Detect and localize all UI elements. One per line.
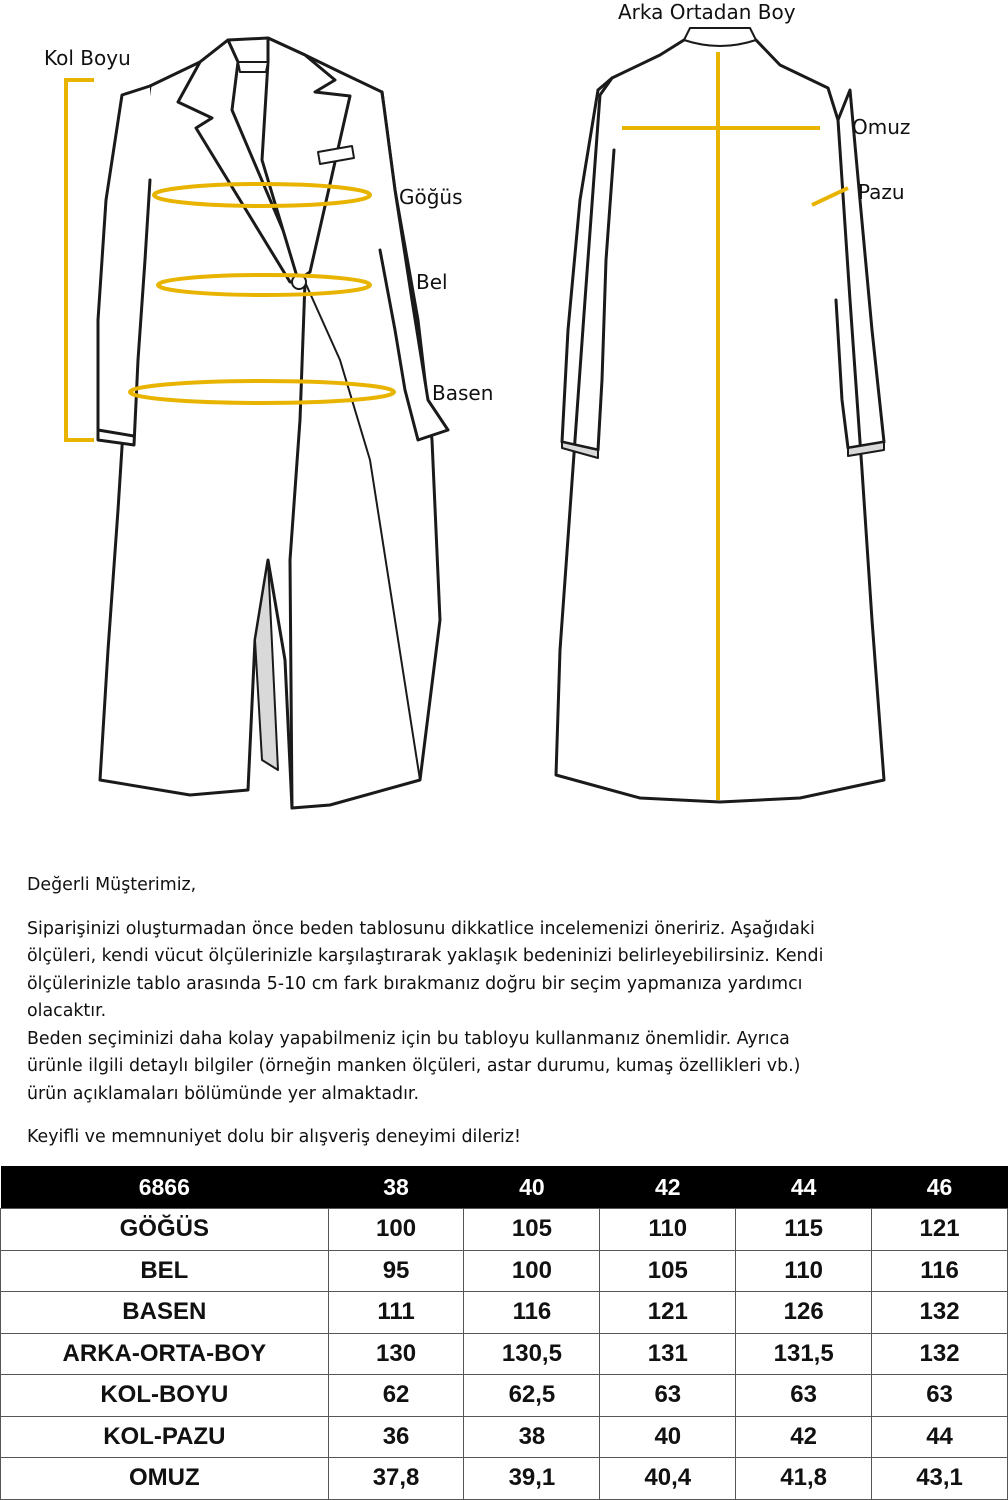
table-row bbox=[1, 1209, 1008, 1251]
table-cell: 41,8 bbox=[736, 1458, 872, 1500]
label-arka-ortadan-boy: Arka Ortadan Boy bbox=[618, 0, 796, 24]
label-gogus: Göğüs bbox=[399, 185, 463, 209]
note-line: ölçüleri, kendi vücut ölçülerinizle karşılaştırarak yaklaşık bedeninizi belirleyebilirsiniz. Kendi bbox=[27, 946, 824, 966]
kol-boyu-bracket bbox=[66, 80, 94, 440]
coat-front-view bbox=[98, 38, 448, 808]
header-product-code: 6866 bbox=[1, 1166, 329, 1209]
table-cell: 62 bbox=[328, 1375, 464, 1417]
table-cell: 39,1 bbox=[464, 1458, 600, 1500]
table-cell: 63 bbox=[600, 1375, 736, 1417]
table-row bbox=[1, 1292, 1008, 1334]
note-line: ölçülerinizle tablo arasında 5-10 cm fark bırakmanız doğru bir seçim yapmanıza yardımcı bbox=[27, 973, 803, 994]
table-cell: 105 bbox=[464, 1209, 600, 1251]
table-cell: 131 bbox=[600, 1333, 736, 1375]
note-line: ürünle ilgili detaylı bilgiler (örneğin manken ölçüleri, astar durumu, kumaş özellikleri vb.) bbox=[27, 1056, 801, 1076]
header-size: 38 bbox=[328, 1166, 464, 1209]
header-size: 42 bbox=[600, 1166, 736, 1209]
row-label: KOL-BOYU bbox=[1, 1375, 329, 1417]
table-cell: 100 bbox=[464, 1250, 600, 1292]
label-basen: Basen bbox=[432, 381, 494, 405]
note-line: Siparişinizi oluşturmadan önce beden tablosunu dikkatlice incelemenizi öneririz. Aşağıdaki bbox=[27, 918, 815, 939]
table-cell: 43,1 bbox=[872, 1458, 1008, 1500]
table-cell: 116 bbox=[464, 1292, 600, 1334]
table-cell: 110 bbox=[736, 1250, 872, 1292]
table-cell: 37,8 bbox=[328, 1458, 464, 1500]
row-label: BASEN bbox=[1, 1292, 329, 1334]
closing: Keyifli ve memnuniyet dolu bir alışveriş deneyimi dileriz! bbox=[27, 1127, 521, 1147]
table-cell: 63 bbox=[872, 1375, 1008, 1417]
table-cell: 132 bbox=[872, 1292, 1008, 1334]
table-cell: 38 bbox=[464, 1416, 600, 1458]
table-cell: 44 bbox=[872, 1416, 1008, 1458]
table-cell: 115 bbox=[736, 1209, 872, 1251]
label-pazu: Pazu bbox=[858, 180, 905, 204]
table-cell: 40 bbox=[600, 1416, 736, 1458]
table-row bbox=[1, 1250, 1008, 1292]
note-line: olacaktır. bbox=[27, 1001, 107, 1021]
label-kol-boyu: Kol Boyu bbox=[44, 46, 131, 70]
table-row bbox=[1, 1333, 1008, 1375]
table-cell: 62,5 bbox=[464, 1375, 600, 1417]
table-cell: 121 bbox=[600, 1292, 736, 1334]
row-label: KOL-PAZU bbox=[1, 1416, 329, 1458]
table-cell: 95 bbox=[328, 1250, 464, 1292]
customer-note bbox=[27, 872, 977, 1152]
table-cell: 110 bbox=[600, 1209, 736, 1251]
table-header-row bbox=[1, 1166, 1008, 1209]
table-cell: 126 bbox=[736, 1292, 872, 1334]
greeting: Değerli Müşterimiz, bbox=[27, 875, 197, 895]
table-cell: 116 bbox=[872, 1250, 1008, 1292]
row-label: OMUZ bbox=[1, 1458, 329, 1500]
row-label: ARKA-ORTA-BOY bbox=[1, 1333, 329, 1375]
table-cell: 111 bbox=[328, 1292, 464, 1334]
table-cell: 63 bbox=[736, 1375, 872, 1417]
table-cell: 130,5 bbox=[464, 1333, 600, 1375]
table-cell: 105 bbox=[600, 1250, 736, 1292]
table-cell: 36 bbox=[328, 1416, 464, 1458]
table-cell: 131,5 bbox=[736, 1333, 872, 1375]
table-cell: 130 bbox=[328, 1333, 464, 1375]
label-omuz: Omuz bbox=[852, 115, 911, 139]
table-row bbox=[1, 1375, 1008, 1417]
note-line: Beden seçiminizi daha kolay yapabilmeniz için bu tabloyu kullanmanız önemlidir. Ayrıca bbox=[27, 1028, 790, 1049]
note-line: ürün açıklamaları bölümünde yer almaktadır. bbox=[27, 1083, 419, 1104]
table-row bbox=[1, 1416, 1008, 1458]
size-table bbox=[0, 1166, 1008, 1500]
header-size: 40 bbox=[464, 1166, 600, 1209]
table-cell: 132 bbox=[872, 1333, 1008, 1375]
label-bel: Bel bbox=[416, 270, 448, 294]
header-size: 46 bbox=[872, 1166, 1008, 1209]
table-cell: 42 bbox=[736, 1416, 872, 1458]
table-row bbox=[1, 1458, 1008, 1500]
table-cell: 100 bbox=[328, 1209, 464, 1251]
header-size: 44 bbox=[736, 1166, 872, 1209]
row-label: BEL bbox=[1, 1250, 329, 1292]
table-cell: 40,4 bbox=[600, 1458, 736, 1500]
table-cell: 121 bbox=[872, 1209, 1008, 1251]
row-label: GÖĞÜS bbox=[1, 1209, 329, 1251]
